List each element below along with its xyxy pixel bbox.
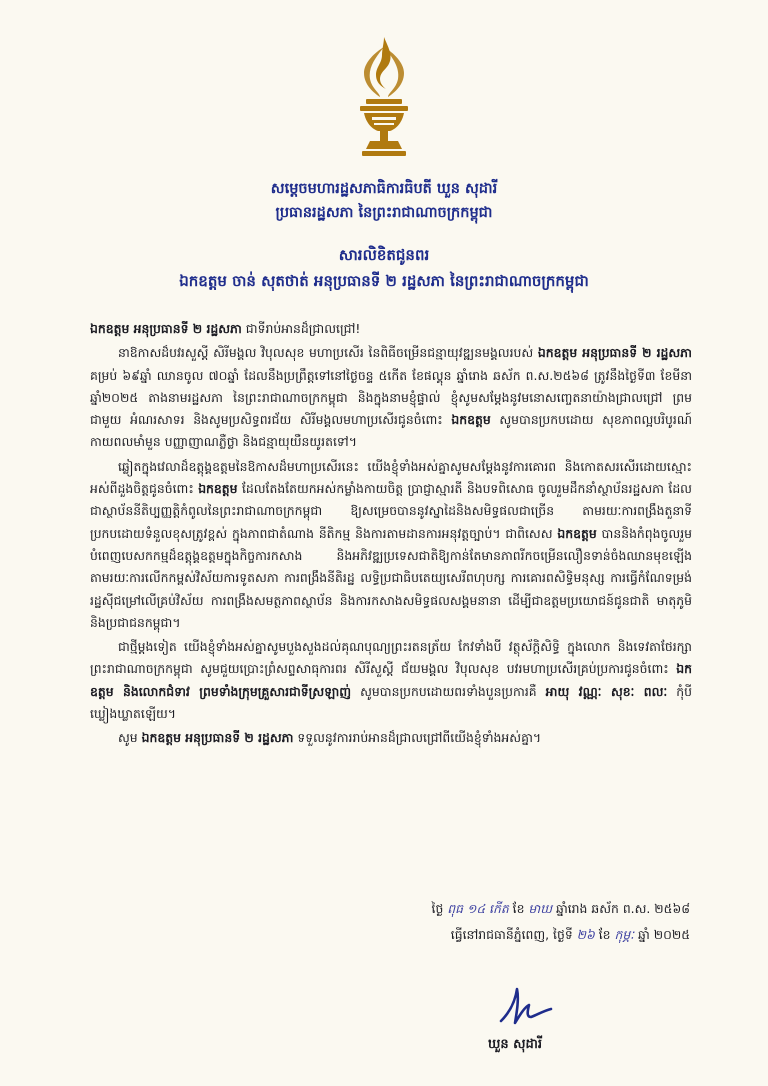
salutation-rest: ជាទីរាប់អានដ៏ជ្រាលជ្រៅ!: [241, 321, 361, 336]
p4-bold: ឯកឧត្តម អនុប្រធានទី ២ រដ្ឋសភា: [141, 730, 294, 746]
p1-text-b: គម្រប់ ៦៩ឆ្នាំ ឈានចូល ៧០ឆ្នាំ ដែលនឹងប្រព្រឹត្តទៅនៅថ្ងៃចន្ទ ៥កើត ខែផល្គុន ឆ្នាំរោង ឆស័ក ព.ស.២៥៦៨ ត្រូវនឹងថ្ងៃទី៣ ខែមីនា ឆ្នាំ២០២៥ តាងនាមរដ្ឋសភា នៃព្រះរាជាណាចក្រកម្ពុជា និងក្នុងនាមខ្ញុំផ្ទាល់ ខ្ញុំសូមសម្តែងនូវមនោសញ្ចេតនាយ៉ាងជ្រាលជ្រៅ ព្រមជាមួយ អំណរសាទរ និងសូមប្រសិទ្ធពរជ័យ សិរីមង្គលមហាប្រសើរជូនចំពោះ: [90, 367, 692, 428]
date-month-handwritten: កុម្ភៈ: [614, 927, 635, 942]
salutation-bold: ឯកឧត្តម អនុប្រធានទី ២ រដ្ឋសភា: [90, 321, 242, 336]
lunar-mid: ខែ: [508, 901, 529, 916]
letter-subtitle: ឯកឧត្តម ចាន់ សុតថាត់ អនុប្រធានទី ២ រដ្ឋសភា នៃព្រះរាជាណាចក្រកម្ពុជា: [179, 272, 589, 290]
p3-text-b: សូមបានប្រកបដោយពរទាំងបួនប្រការគឺ: [351, 683, 546, 699]
date-mid: ខែ: [594, 927, 615, 942]
paragraph-4: [90, 727, 692, 749]
org-line-2: ប្រធានរដ្ឋសភា នៃព្រះរាជាណាចក្រកម្ពុជា: [275, 205, 493, 221]
date-day-handwritten: ២៦: [576, 927, 595, 942]
p4-text-b: ទទួលនូវការរាប់អានដ៏ជ្រាលជ្រៅពីយើងខ្ញុំទាំងអស់គ្នា។: [293, 730, 542, 746]
p3-bold-2: អាយុ វណ្ណៈ សុខៈ ពលៈ: [545, 683, 668, 699]
p1-text-a: នាឱកាសដ៏បវរសួស្តី សិរីមង្គល វិបុលសុខ មហាប្រសើរ នៃពិធីចម្រើនជន្មាយុវឌ្ឍនមង្គលរបស់: [118, 345, 538, 361]
lunar-month-handwritten: មាឃ: [528, 901, 553, 916]
lunar-prefix: ថ្ងៃ: [431, 901, 448, 916]
paragraph-1: [90, 342, 692, 453]
p2-text-a: ឆ្លៀតក្នុងវេលាដ៏ឧត្តុង្គឧត្តមនៃឱកាសដ៏មហាប្រសើរនេះ យើងខ្ញុំទាំងអស់គ្នាសូមសម្តែងនូវការគោរព និងកោតសរសើរដោយស្មោះអស់ពីដួងចិត្តជូនចំពោះ: [90, 458, 692, 497]
lunar-day-handwritten: ពុធ ១៤ កើត: [447, 901, 509, 916]
letter-body: [90, 318, 692, 752]
date-suffix: ឆ្នាំ ២០២៥: [634, 927, 690, 942]
org-line-1: សម្តេចមហារដ្ឋសភាធិការធិបតី ឃួន សុដារី: [270, 181, 498, 197]
date-prefix: ធ្វើនៅរាជធានីភ្នំពេញ, ថ្ងៃទី: [450, 927, 577, 942]
p3-text-c: កុំបីឃ្លៀងឃ្លាតឡើយ។: [90, 683, 693, 722]
p1-bold-2: ឯកឧត្តម: [451, 412, 491, 428]
p4-text-a: សូម: [118, 730, 142, 746]
p2-text-b: ដែលតែងតែយកអស់កម្លាំងកាយចិត្ត ប្រាជ្ញាស្មារតី និងបទពិសោធ ចូលរួមដឹកនាំស្ថាប័នរដ្ឋសភា ដែលជាស្ថាប័ននីតិប្បញ្ញត្តិកំពូលនៃព្រះរាជាណាចក្រកម្ពុជា ឱ្យសម្រេចបាននូវស្នាដៃនិងសមិទ្ធផលជាច្រើន តាមរយៈការពង្រឹងតួនាទីប្រកបដោយទំនួលខុសត្រូវខ្ពស់ ក្នុងភាពជាតំណាង នីតិកម្ម និងការតាមដានការអនុវត្តច្បាប់។ ជាពិសេស: [90, 481, 692, 541]
salutation: [90, 318, 692, 340]
p2-text-c: បាននិងកំពុងចូលរួមបំពេញបេសកកម្មដ៏ឧត្តុង្គឧត្តមក្នុងកិច្ចការកសាង និងអភិវឌ្ឍប្រទេសជាតិឱ្យកាន់តែមានភាពរីកចម្រើនលឿនទាន់ចំងឈានមុខឡើង តាមរយៈការលើកកម្ពស់វិស័យការទូតសភា ការពង្រឹងនីតិរដ្ឋ លទ្ធិប្រជាធិបតេយ្យសេរីពហុបក្ស ការគោរពសិទ្ធិមនុស្ស ការធ្វើកំណែទម្រង់រដ្ឋស៊ីជម្រៅលើគ្រប់វិស័យ ការពង្រឹងសមត្ថភាពស្ថាប័ន និងការកសាងសមិទ្ធផលសង្គមនានា ដើម្បីជាឧត្តមប្រយោជន៍ជូនជាតិ មាតុភូមិ និងប្រជាជនកម្ពុជា។: [90, 525, 692, 630]
lunar-date-line: [0, 898, 768, 920]
p2-bold-2: ឯកឧត្តម: [557, 525, 597, 541]
place-date-line: [0, 924, 768, 946]
lunar-suffix: ឆ្នាំរោង ឆស័ក ព.ស. ២៥៦៨: [552, 901, 690, 916]
signer-name: ឃួន សុដារី: [488, 1037, 543, 1052]
national-assembly-emblem-icon: [352, 35, 416, 167]
letter-title: សារលិខិតជូនពរ: [338, 246, 430, 264]
p1-text-c: សូមបានប្រកបដោយ សុខភាពល្អបរិបូរណ៍ កាយពលមាំមួន បញ្ញាញាណភ្លឺថ្លា និងជន្មាយុយឺនយូរតទៅ។: [90, 412, 692, 450]
paragraph-3: [90, 636, 692, 725]
p2-bold-1: ឯកឧត្តម: [198, 481, 238, 497]
p3-bold: ឯកឧត្តម និងលោកជំទាវ ព្រមទាំងក្រុមគ្រួសារជាទីស្រឡាញ់: [90, 661, 692, 699]
handwritten-signature: [495, 983, 555, 1031]
p3-text-a: ជាថ្មីម្តងទៀត យើងខ្ញុំទាំងអស់គ្នាសូមបួងសួងដល់គុណបុណ្យព្រះរតនត្រ័យ កែវទាំងបី វត្ថុស័ក្តិសិទ្ធិ ក្នុងលោក និងទេវតាថែរក្សាព្រះរាជាណាចក្រកម្ពុជា សូមជួយប្រោះព្រំសព្ទសាធុការពរ សិរីសួស្តី ជ័យមង្គល វិបុលសុខ បវរមហាប្រសើរគ្រប់ប្រការជូនចំពោះ: [90, 639, 692, 677]
p1-bold-1: ឯកឧត្តម អនុប្រធានទី ២ រដ្ឋសភា: [537, 345, 692, 361]
paragraph-2: [90, 456, 692, 634]
